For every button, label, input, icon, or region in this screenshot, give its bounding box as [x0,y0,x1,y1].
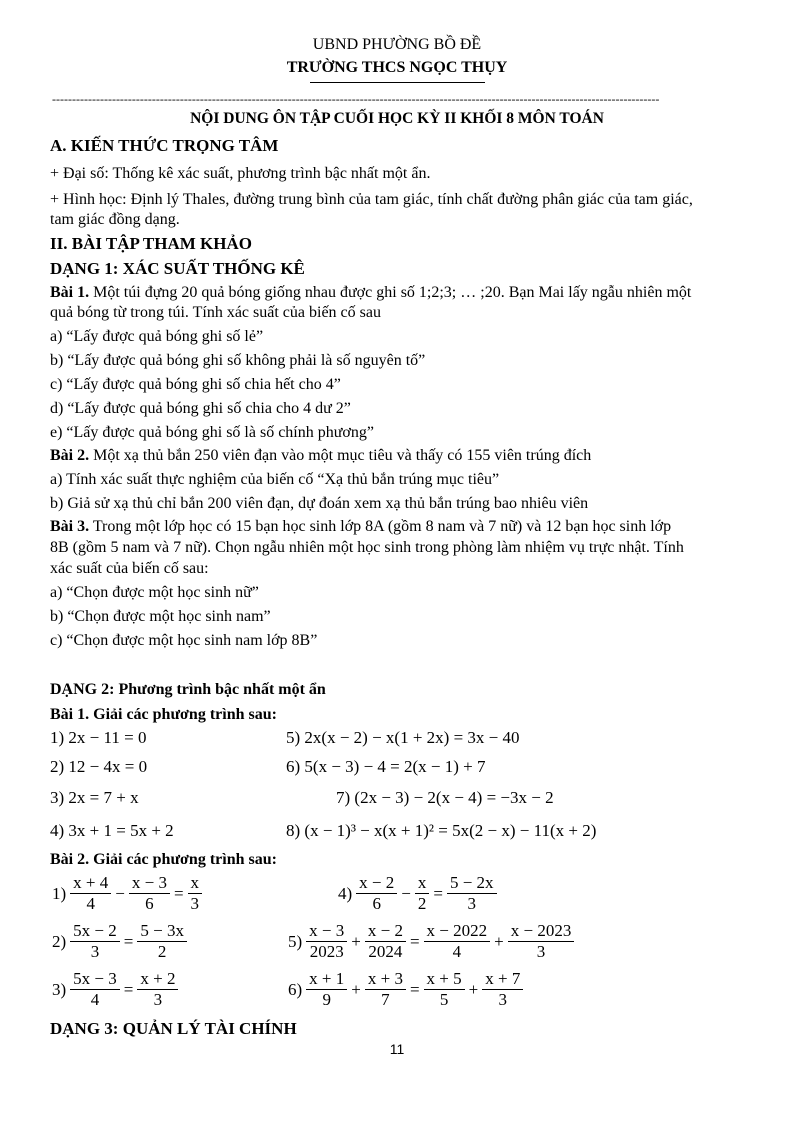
operator: = [123,979,134,999]
fraction-numerator: x − 3 [129,873,170,894]
fraction-denominator: 3 [153,990,163,1009]
bai1-item-d: d) “Lấy được quả bóng ghi số chia cho 4 dư 2” [50,400,351,417]
school-underline [310,82,485,83]
equation-1-4: 4) 3x + 1 = 5x + 2 [50,821,174,840]
equation-2-3 [50,969,180,1010]
bai1-item-b: b) “Lấy được quả bóng ghi số không phải là số nguyên tố” [50,352,426,369]
fraction-numerator: x [188,873,203,894]
operator: = [123,931,134,951]
fraction [365,969,406,1010]
fraction [415,873,430,914]
equation-2-2 [50,921,189,962]
fraction [482,969,523,1010]
fraction-numerator: x − 3 [306,921,347,942]
fraction-numerator: 5x − 3 [70,969,120,990]
school-name: TRƯỜNG THCS NGỌC THỤY [286,59,508,76]
bai3-item-a: a) “Chọn được một học sinh nữ” [50,584,259,601]
fraction-numerator: 5 − 2x [447,873,497,894]
fraction-denominator: 2 [157,942,167,961]
fraction-denominator: 2023 [309,942,344,961]
equation-2-4 [336,873,499,914]
equation-label: 2) [52,931,67,951]
operator: + [351,979,361,999]
section-a-line3: tam giác đồng dạng. [50,211,180,228]
bai1-item-c: c) “Lấy được quả bóng ghi số chia hết cho 4” [50,376,341,393]
fraction [70,873,111,914]
fraction-numerator: x + 5 [424,969,465,990]
dang2-heading: DẠNG 2: Phương trình bậc nhất một ẩn [50,681,326,698]
fraction-numerator: x + 7 [482,969,523,990]
fraction-denominator: 3 [536,942,546,961]
fraction-numerator: x + 3 [365,969,406,990]
equation-label: 4) [338,883,353,903]
fraction-numerator: x − 2 [365,921,406,942]
fraction-denominator: 4 [452,942,462,961]
section-b-heading: II. BÀI TẬP THAM KHẢO [50,234,252,253]
authority-name: UBND PHƯỜNG BỒ ĐỀ [312,36,482,53]
fraction-denominator: 3 [467,894,476,913]
fraction-numerator: x + 4 [70,873,111,894]
bai1-item-e: e) “Lấy được quả bóng ghi số là số chính phương” [50,424,374,441]
bai3-text3: xác suất của biến cố sau: [50,560,209,577]
fraction [424,969,465,1010]
fraction-numerator: 5x − 2 [70,921,120,942]
fraction-numerator: x − 2 [356,873,397,894]
fraction-denominator: 3 [190,894,200,913]
bai1-text1: Một túi đựng 20 quả bóng giống nhau được ghi số 1;2;3; … ;20. Bạn Mai lấy ngẫu nhiên một [89,284,692,301]
dang3-heading: DẠNG 3: QUẢN LÝ TÀI CHÍNH [50,1019,297,1038]
operator: = [409,931,420,951]
equation-2-6 [286,969,525,1010]
fraction-numerator: x + 2 [137,969,178,990]
bai3-item-b: b) “Chọn được một học sinh nam” [50,608,271,625]
fraction-denominator: 2 [417,894,427,913]
fraction-denominator: 6 [145,894,154,913]
equation-label: 5) [288,931,303,951]
fraction [70,921,120,962]
bai2-item-b: b) Giả sử xạ thủ chỉ bắn 200 viên đạn, dự đoán xem xạ thủ bắn trúng bao nhiêu viên [50,495,589,512]
equation-1-7: 7) (2x − 3) − 2(x − 4) = −3x − 2 [336,788,554,807]
bai3-text2: 8B (gồm 5 nam và 7 nữ). Chọn ngẫu nhiên một học sinh trong phòng làm nhiệm vụ trực nhật. Tính [50,539,684,556]
equation-1-5: 5) 2x(x − 2) − x(1 + 2x) = 3x − 40 [286,728,520,747]
operator: − [401,883,411,903]
dang2-bai1-heading: Bài 1. Giải các phương trình sau: [50,706,277,723]
operator: − [115,883,125,903]
section-a-line2: + Hình học: Định lý Thales, đường trung bình của tam giác, tính chất đường phân giác của tam giác, [50,191,693,208]
fraction-denominator: 9 [322,990,331,1009]
fraction-numerator: 5 − 3x [137,921,187,942]
fraction [508,921,575,962]
operator: + [468,979,479,999]
equation-2-5 [286,921,576,962]
bai1-text2: quả bóng từ trong túi. Tính xác suất của biến cố sau [50,304,381,321]
fraction [424,921,491,962]
bai1-label: Bài 1. [50,284,90,301]
equation-1-6: 6) 5(x − 3) − 4 = 2(x − 1) + 7 [286,757,486,776]
section-a-heading: A. KIẾN THỨC TRỌNG TÂM [50,136,279,155]
equation-label: 3) [52,979,67,999]
equation-1-8: 8) (x − 1)³ − x(x + 1)² = 5x(2 − x) − 11(x + 2) [286,821,597,840]
dang2-bai2-heading: Bài 2. Giải các phương trình sau: [50,851,277,868]
dang1-heading: DẠNG 1: XÁC SUẤT THỐNG KÊ [50,259,305,278]
fraction-numerator: x − 2023 [508,921,575,942]
fraction-numerator: x [415,873,430,894]
fraction-denominator: 3 [498,990,508,1009]
fraction [70,969,120,1010]
operator: + [494,931,504,951]
equation-label: 1) [52,883,67,903]
separator-line: -------------------------------------------------------------------------------------------------------------------------------------------------------- [52,92,660,106]
fraction-denominator: 4 [86,894,95,913]
equation-1-1: 1) 2x − 11 = 0 [50,728,147,747]
fraction-numerator: x + 1 [306,969,347,990]
document-title: NỘI DUNG ÔN TẬP CUỐI HỌC KỲ II KHỐI 8 MÔN TOÁN [190,110,604,127]
operator: = [433,883,443,903]
equation-1-3: 3) 2x = 7 + x [50,788,139,807]
page-number: 11 [389,1041,405,1057]
fraction-denominator: 7 [381,990,390,1009]
fraction [137,969,178,1010]
bai2-label: Bài 2. [50,447,90,464]
fraction [188,873,203,914]
equation-label: 6) [288,979,303,999]
operator: = [409,979,420,999]
fraction-denominator: 4 [90,990,100,1009]
bai3-label: Bài 3. [50,518,90,535]
bai1-statement [50,284,691,302]
fraction-denominator: 6 [372,894,381,913]
fraction [137,921,187,962]
bai3-item-c: c) “Chọn được một học sinh nam lớp 8B” [50,632,318,649]
bai2-item-a: a) Tính xác suất thực nghiệm của biến cố “Xạ thủ bắn trúng mục tiêu” [50,471,500,488]
fraction [356,873,397,914]
fraction-denominator: 5 [439,990,449,1009]
fraction-numerator: x − 2022 [424,921,491,942]
bai3-statement [50,518,671,536]
equation-1-2: 2) 12 − 4x = 0 [50,757,148,776]
operator: + [351,931,361,951]
fraction [447,873,497,914]
bai3-text1: Trong một lớp học có 15 bạn học sinh lớp 8A (gồm 8 nam và 7 nữ) và 12 bạn học sinh lớp [89,518,672,535]
bai2-text: Một xạ thủ bắn 250 viên đạn vào một mục tiêu và thấy có 155 viên trúng đích [89,447,592,464]
operator: = [173,883,184,903]
fraction-denominator: 2024 [368,942,403,961]
bai2-statement [50,447,591,465]
fraction [306,969,347,1010]
equation-2-1 [50,873,204,914]
fraction [306,921,347,962]
fraction-denominator: 3 [90,942,100,961]
fraction [365,921,406,962]
fraction [129,873,170,914]
section-a-line1: + Đại số: Thống kê xác suất, phương trình bậc nhất một ẩn. [50,165,431,182]
bai1-item-a: a) “Lấy được quả bóng ghi số lẻ” [50,328,264,345]
